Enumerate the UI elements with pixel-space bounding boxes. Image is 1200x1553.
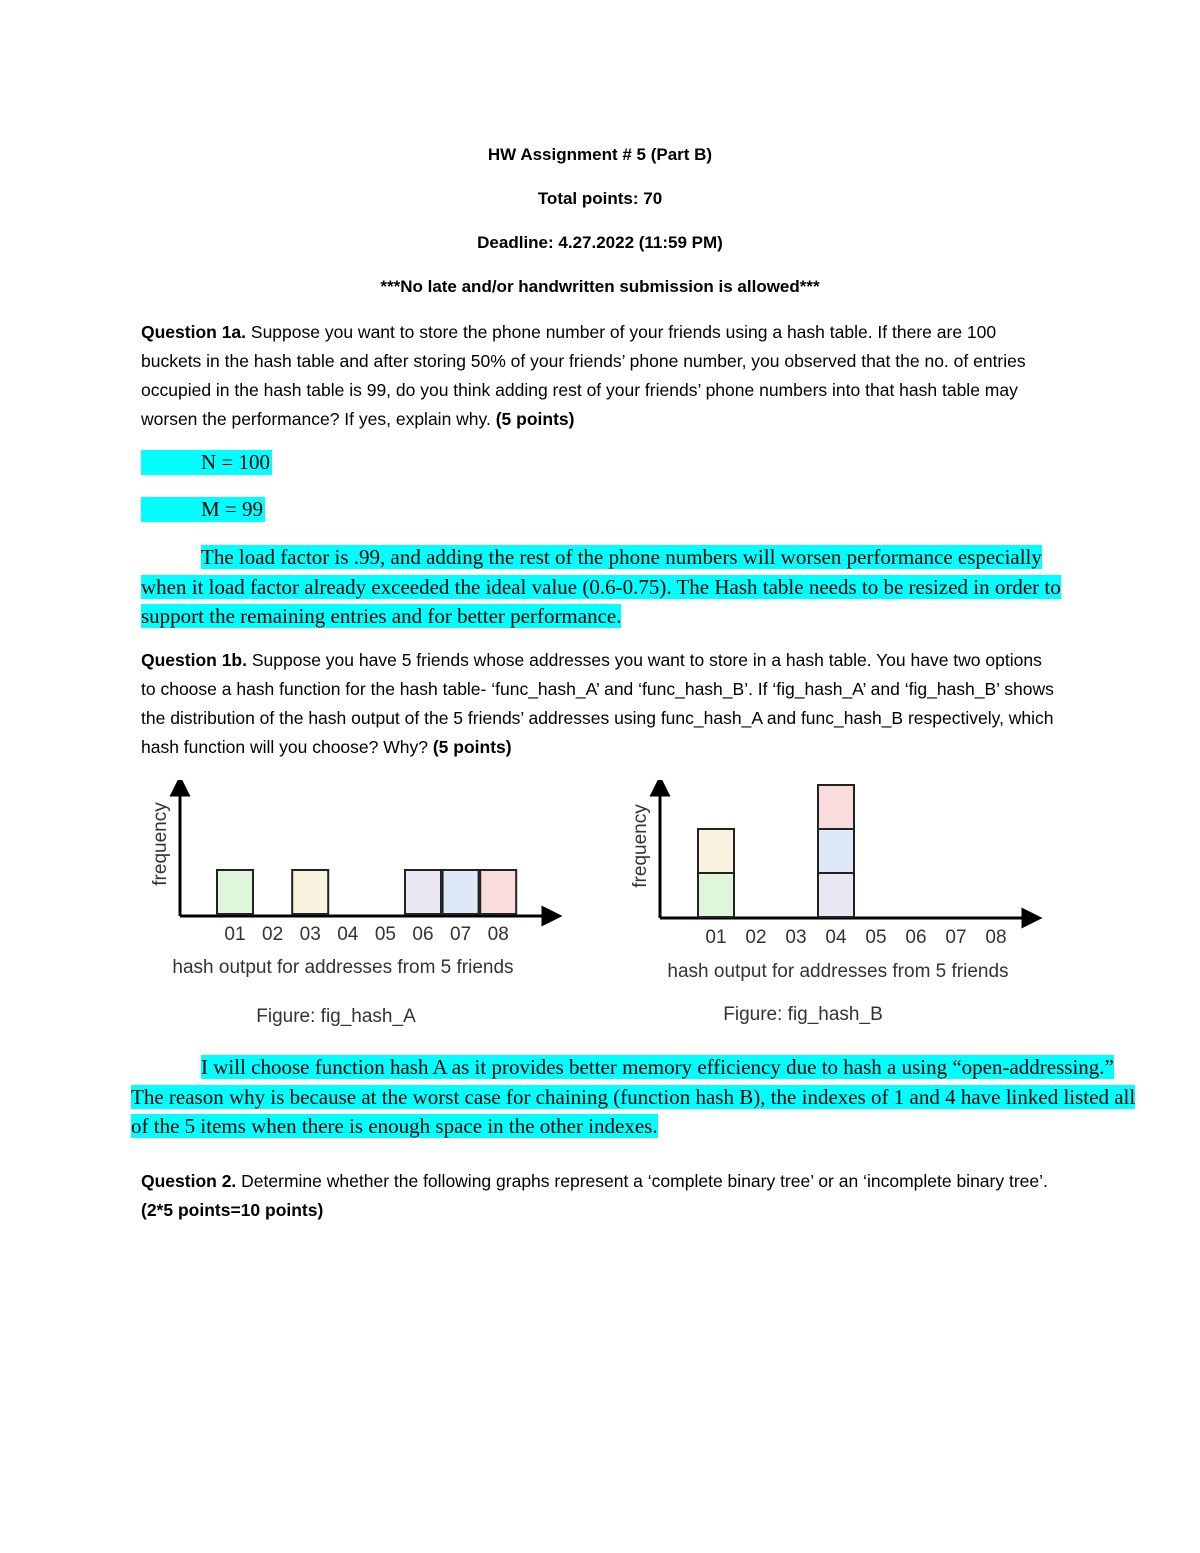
x-tick-label: 08	[487, 924, 509, 945]
bar-segment-06	[405, 870, 441, 914]
answer-n: N = 100	[141, 450, 272, 475]
answer-m-line	[141, 497, 265, 522]
bar-segment-07	[443, 870, 479, 914]
bar-segment-01	[698, 829, 734, 873]
y-axis-label: frequency	[630, 804, 651, 888]
x-axis-label: hash output for addresses from 5 friends	[172, 957, 514, 978]
question-1a-answer	[141, 543, 1061, 632]
late-notice: ***No late and/or handwritten submission is allowed***	[380, 277, 820, 296]
question-1a	[141, 318, 1061, 434]
bar-segment-08	[480, 870, 516, 914]
question-1b-text: Suppose you have 5 friends whose addresses you want to store in a hash table. You have two options to choose a hash function for the hash table- ‘func_hash_A’ and ‘func_hash_B’. If ‘fig_hash_A’ and ‘fig_hash_B’ shows the distribution of the hash output of the 5 friends’ addresses using func_hash_A and func_hash_B respectively, which hash function will you choose? Why?	[141, 650, 1054, 757]
figure-caption: Figure: fig_hash_A	[256, 1006, 416, 1027]
assignment-title: HW Assignment # 5 (Part B)	[487, 145, 713, 164]
x-axis-label: hash output for addresses from 5 friends	[667, 961, 1009, 982]
question-2-points: (2*5 points=10 points)	[141, 1200, 324, 1220]
deadline: Deadline: 4.27.2022 (11:59 PM)	[477, 233, 723, 252]
x-tick-label: 03	[299, 924, 321, 945]
x-tick-label: 02	[745, 927, 767, 948]
y-axis-label: frequency	[150, 802, 171, 886]
question-1a-points: (5 points)	[495, 409, 575, 429]
x-tick-label: 07	[945, 927, 967, 948]
chart-fig-hash-a	[140, 780, 580, 1040]
x-tick-label: 01	[705, 927, 727, 948]
question-2-text: Determine whether the following graphs represent a ‘complete binary tree’ or an ‘incomplete binary tree’.	[241, 1171, 1048, 1191]
bar-segment-01	[698, 873, 734, 917]
bar-segment-04	[818, 829, 854, 873]
question-1a-answer-text: The load factor is .99, and adding the rest of the phone numbers will worsen performance especially when it load factor already exceeded the ideal value (0.6-0.75). The Hash table needs to be resized in order to support the remaining entries and for better performance.	[141, 545, 1061, 628]
x-tick-label: 02	[262, 924, 284, 945]
question-1b-label: Question 1b.	[141, 650, 247, 670]
x-tick-label: 01	[224, 924, 246, 945]
total-points: Total points: 70	[537, 189, 663, 208]
bar-segment-03	[292, 870, 328, 914]
x-tick-label: 06	[905, 927, 927, 948]
figure-caption: Figure: fig_hash_B	[723, 1004, 883, 1025]
question-1a-label: Question 1a.	[141, 322, 247, 342]
question-2-label: Question 2.	[141, 1171, 237, 1191]
answer-n-line	[141, 450, 272, 475]
question-1b	[141, 646, 1061, 762]
x-tick-label: 07	[450, 924, 472, 945]
x-tick-label: 06	[412, 924, 434, 945]
x-tick-label: 03	[785, 927, 807, 948]
bar-segment-04	[818, 873, 854, 917]
question-2	[141, 1167, 1061, 1225]
x-tick-label: 04	[825, 927, 847, 948]
bar-segment-01	[217, 870, 253, 914]
question-1b-answer-text: I will choose function hash A as it provides better memory efficiency due to hash a using “open-addressing.” The reason why is because at the worst case for chaining (function hash B), the indexes of 1 and 4 have linked listed all of the 5 items when there is enough space in the other indexes.	[131, 1055, 1136, 1138]
x-tick-label: 08	[985, 927, 1007, 948]
x-tick-label: 05	[374, 924, 396, 945]
answer-m: M = 99	[141, 497, 265, 522]
bar-segment-04	[818, 785, 854, 829]
question-1a-text: Suppose you want to store the phone number of your friends using a hash table. If there are 100 buckets in the hash table and after storing 50% of your friends’ phone number, you observed that the no. of entries occupied in the hash table is 99, do you think adding rest of your friends’ phone numbers into that hash table may worsen the performance? If yes, explain why.	[141, 322, 1026, 429]
chart-fig-hash-b	[620, 780, 1060, 1040]
question-1b-points: (5 points)	[432, 737, 512, 757]
question-1b-answer	[131, 1053, 1143, 1142]
x-tick-label: 05	[865, 927, 887, 948]
x-tick-label: 04	[337, 924, 359, 945]
